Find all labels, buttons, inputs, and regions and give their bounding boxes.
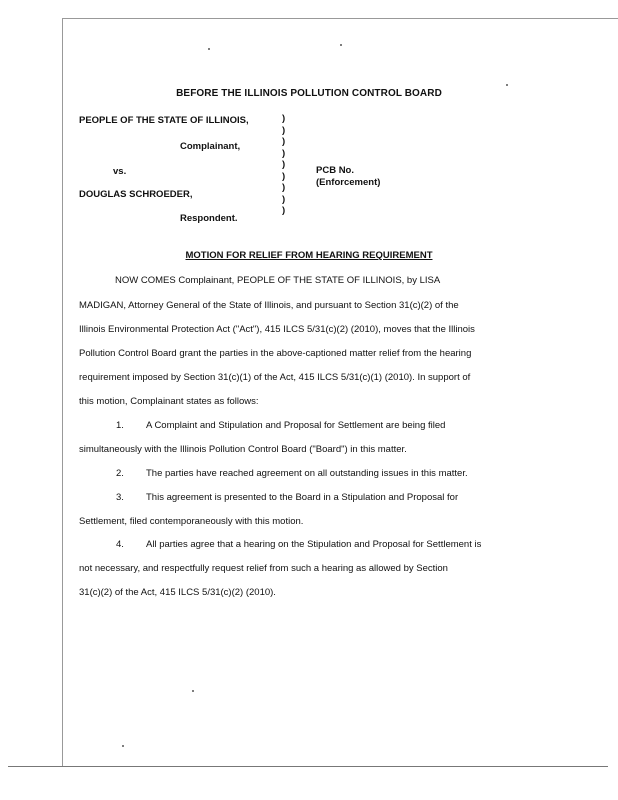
caption-plaintiff-role: Complainant, bbox=[180, 141, 241, 152]
paragraph-3-line: This agreement is presented to the Board in a Stipulation and Proposal for bbox=[146, 492, 459, 503]
intro-line: this motion, Complainant states as follows: bbox=[79, 396, 259, 407]
caption-paren: ) bbox=[282, 147, 286, 159]
caption-paren: ) bbox=[282, 182, 286, 193]
paragraph-1-number: 1. bbox=[116, 420, 124, 431]
caption-paren: ) bbox=[282, 159, 286, 170]
intro-line: MADIGAN, Attorney General of the State of Illinois, and pursuant to Section 31(c)(2) of the bbox=[79, 300, 459, 311]
intro-line: Pollution Control Board grant the parties in the above-captioned matter relief from the hearing bbox=[79, 348, 472, 359]
caption-plaintiff: PEOPLE OF THE STATE OF ILLINOIS, bbox=[79, 115, 249, 126]
scan-speck bbox=[192, 690, 194, 692]
caption-case-type: (Enforcement) bbox=[316, 177, 381, 188]
paragraph-4-line: not necessary, and respectfully request relief from such a hearing as allowed by Section bbox=[79, 563, 448, 574]
intro-line: requirement imposed by Section 31(c)(1) of the Act, 415 ILCS 5/31(c)(1) (2010). In support of bbox=[79, 372, 471, 383]
caption-paren: ) bbox=[282, 113, 286, 124]
scan-speck bbox=[122, 745, 124, 747]
caption-paren: ) bbox=[282, 193, 286, 205]
caption-paren: ) bbox=[282, 170, 286, 182]
paragraph-1-line: A Complaint and Stipulation and Proposal for Settlement are being filed bbox=[146, 420, 446, 431]
paragraph-4-number: 4. bbox=[116, 539, 124, 550]
scan-speck bbox=[506, 84, 508, 86]
caption-parentheses bbox=[282, 113, 285, 217]
caption-versus: vs. bbox=[113, 166, 127, 177]
paragraph-4-line: 31(c)(2) of the Act, 415 ILCS 5/31(c)(2) (2010). bbox=[79, 587, 276, 598]
scan-border-left bbox=[62, 18, 63, 766]
caption-paren: ) bbox=[282, 136, 286, 147]
paragraph-4-line: All parties agree that a hearing on the Stipulation and Proposal for Settlement is bbox=[146, 539, 482, 550]
caption-defendant-role: Respondent. bbox=[180, 213, 238, 224]
motion-title: MOTION FOR RELIEF FROM HEARING REQUIREMENT bbox=[185, 250, 433, 261]
paragraph-3-line: Settlement, filed contemporaneously with this motion. bbox=[79, 516, 304, 527]
scan-speck bbox=[208, 48, 210, 50]
paragraph-1-line: simultaneously with the Illinois Pollution Control Board ("Board") in this matter. bbox=[79, 444, 407, 455]
caption-pcb-number: PCB No. bbox=[316, 165, 354, 176]
scan-border-top bbox=[62, 18, 618, 19]
scan-speck bbox=[340, 44, 342, 46]
intro-line: Illinois Environmental Protection Act ("Act"), 415 ILCS 5/31(c)(2) (2010), moves that the Illinois bbox=[79, 324, 475, 335]
paragraph-3-number: 3. bbox=[116, 492, 124, 503]
intro-line: NOW COMES Complainant, PEOPLE OF THE STATE OF ILLINOIS, by LISA bbox=[115, 275, 441, 286]
scan-border-bottom bbox=[8, 766, 608, 767]
caption-paren: ) bbox=[282, 124, 286, 136]
document-heading: BEFORE THE ILLINOIS POLLUTION CONTROL BOARD bbox=[176, 88, 442, 99]
caption-defendant: DOUGLAS SCHROEDER, bbox=[79, 189, 193, 200]
caption-paren: ) bbox=[282, 205, 286, 216]
paragraph-2-line: The parties have reached agreement on all outstanding issues in this matter. bbox=[146, 468, 468, 479]
paragraph-2-number: 2. bbox=[116, 468, 124, 479]
